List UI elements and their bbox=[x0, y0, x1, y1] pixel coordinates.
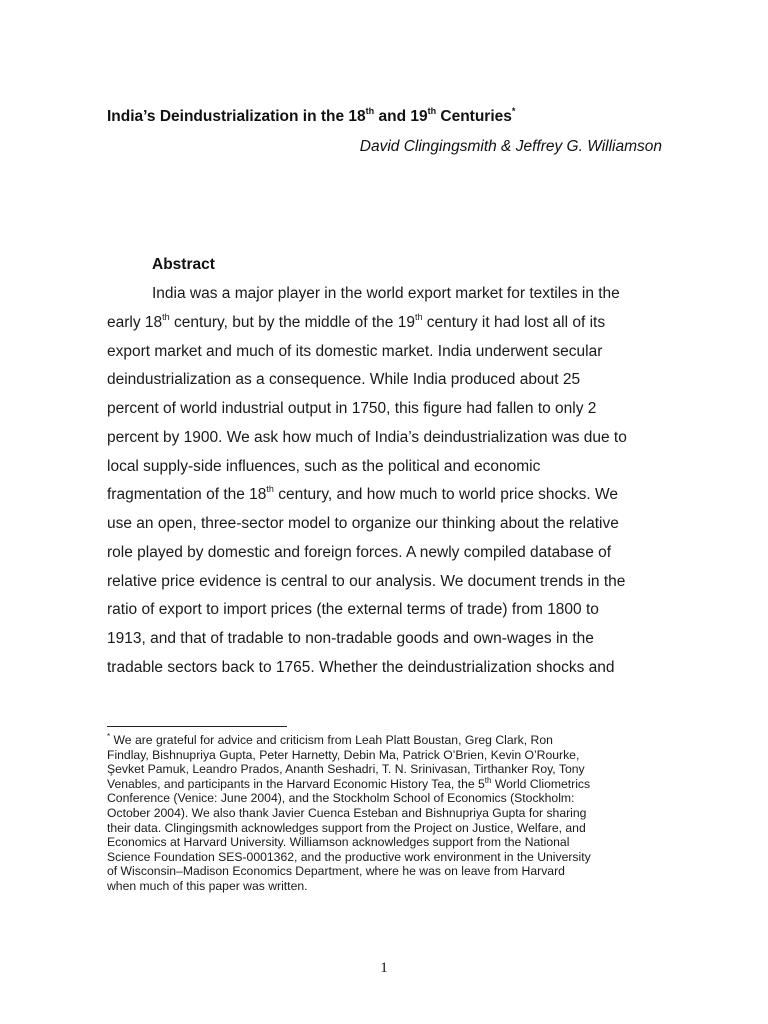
abstract-line: relative price evidence is central to our analysis. We document trends in the bbox=[107, 572, 626, 590]
paper-title bbox=[107, 108, 515, 126]
paper-authors: David Clingingsmith & Jeffrey G. Williamson bbox=[359, 138, 662, 155]
footnote bbox=[107, 733, 667, 894]
abstract-line: use an open, three-sector model to organize our thinking about the relative bbox=[107, 515, 619, 532]
title-text-1: India’s Deindustrialization in the 18 bbox=[107, 108, 366, 125]
abstract-line: tradable sectors back to 1765. Whether the deindustrialization shocks and bbox=[107, 658, 615, 676]
abstract-line: deindustrialization as a consequence. While India produced about 25 bbox=[107, 371, 581, 389]
text-run: century, and how much to world price shocks. We bbox=[273, 486, 618, 504]
text-run: Venables, and participants in the Harvard Economic History Tea, the 5 bbox=[107, 776, 485, 791]
abstract-line: ratio of export to import prices (the external terms of trade) from 1800 to bbox=[107, 601, 599, 619]
title-footnote-marker: * bbox=[511, 106, 516, 116]
footnote-line: their data. Clingingsmith acknowledges support from the Project on Justice, Welfare, and bbox=[107, 820, 586, 835]
footnote-marker: * bbox=[107, 732, 111, 741]
superscript: th bbox=[162, 311, 170, 322]
superscript: th bbox=[266, 484, 274, 495]
footnote-line bbox=[107, 777, 667, 792]
footnote-line: Science Foundation SES-0001362, and the productive work environment in the University bbox=[107, 849, 591, 864]
title-text-2: and 19 bbox=[374, 108, 428, 125]
abstract-line bbox=[107, 309, 667, 338]
abstract-line: India was a major player in the world export market for textiles in the bbox=[152, 285, 620, 302]
title-superscript-2: th bbox=[427, 106, 437, 116]
footnote-line: Findlay, Bishnupriya Gupta, Peter Harnetty, Debin Ma, Patrick O’Brien, Kevin O’Rourke, bbox=[107, 747, 580, 762]
abstract-line: percent of world industrial output in 1750, this figure had fallen to only 2 bbox=[107, 400, 597, 417]
superscript: th bbox=[414, 311, 423, 322]
footnote-line: Şevket Pamuk, Leandro Prados, Ananth Seshadri, T. N. Srinivasan, Tirthanker Roy, Tony bbox=[107, 762, 585, 777]
footnote-line: Conference (Venice: June 2004), and the Stockholm School of Economics (Stockholm: bbox=[107, 791, 575, 806]
superscript: th bbox=[484, 775, 492, 785]
page-number: 1 bbox=[380, 960, 388, 976]
text-run: fragmentation of the 18 bbox=[107, 486, 267, 504]
text-run: early 18 bbox=[107, 313, 163, 331]
text-run: century, but by the middle of the 19 bbox=[169, 313, 415, 331]
footnote-line: of Wisconsin–Madison Economics Department, where he was on leave from Harvard bbox=[107, 864, 565, 879]
footnote-line: * We are grateful for advice and criticism from Leah Platt Boustan, Greg Clark, Ron bbox=[107, 732, 553, 747]
title-superscript-1: th bbox=[365, 106, 375, 116]
abstract-line: local supply-side influences, such as the political and economic bbox=[107, 457, 541, 475]
abstract-body bbox=[107, 280, 667, 683]
abstract-line: role played by domestic and foreign forces. A newly compiled database of bbox=[107, 543, 612, 561]
title-text-3: Centuries bbox=[436, 108, 512, 125]
abstract-line: 1913, and that of tradable to non-tradable goods and own-wages in the bbox=[107, 630, 594, 647]
footnote-line: October 2004). We also thank Javier Cuenca Esteban and Bishnupriya Gupta for sharing bbox=[107, 805, 587, 820]
abstract-line: percent by 1900. We ask how much of India’s deindustrialization was due to bbox=[107, 428, 627, 446]
footnote-line: Economics at Harvard University. Williamson acknowledges support from the National bbox=[107, 835, 570, 850]
abstract-line: export market and much of its domestic market. India underwent secular bbox=[107, 342, 603, 360]
abstract-heading: Abstract bbox=[152, 256, 215, 273]
abstract-line bbox=[107, 481, 667, 510]
text-run: World Cliometrics bbox=[491, 776, 591, 791]
footnote-divider bbox=[107, 726, 287, 727]
text-run: century it had lost all of its bbox=[422, 313, 606, 331]
footnote-line: when much of this paper was written. bbox=[107, 878, 308, 893]
